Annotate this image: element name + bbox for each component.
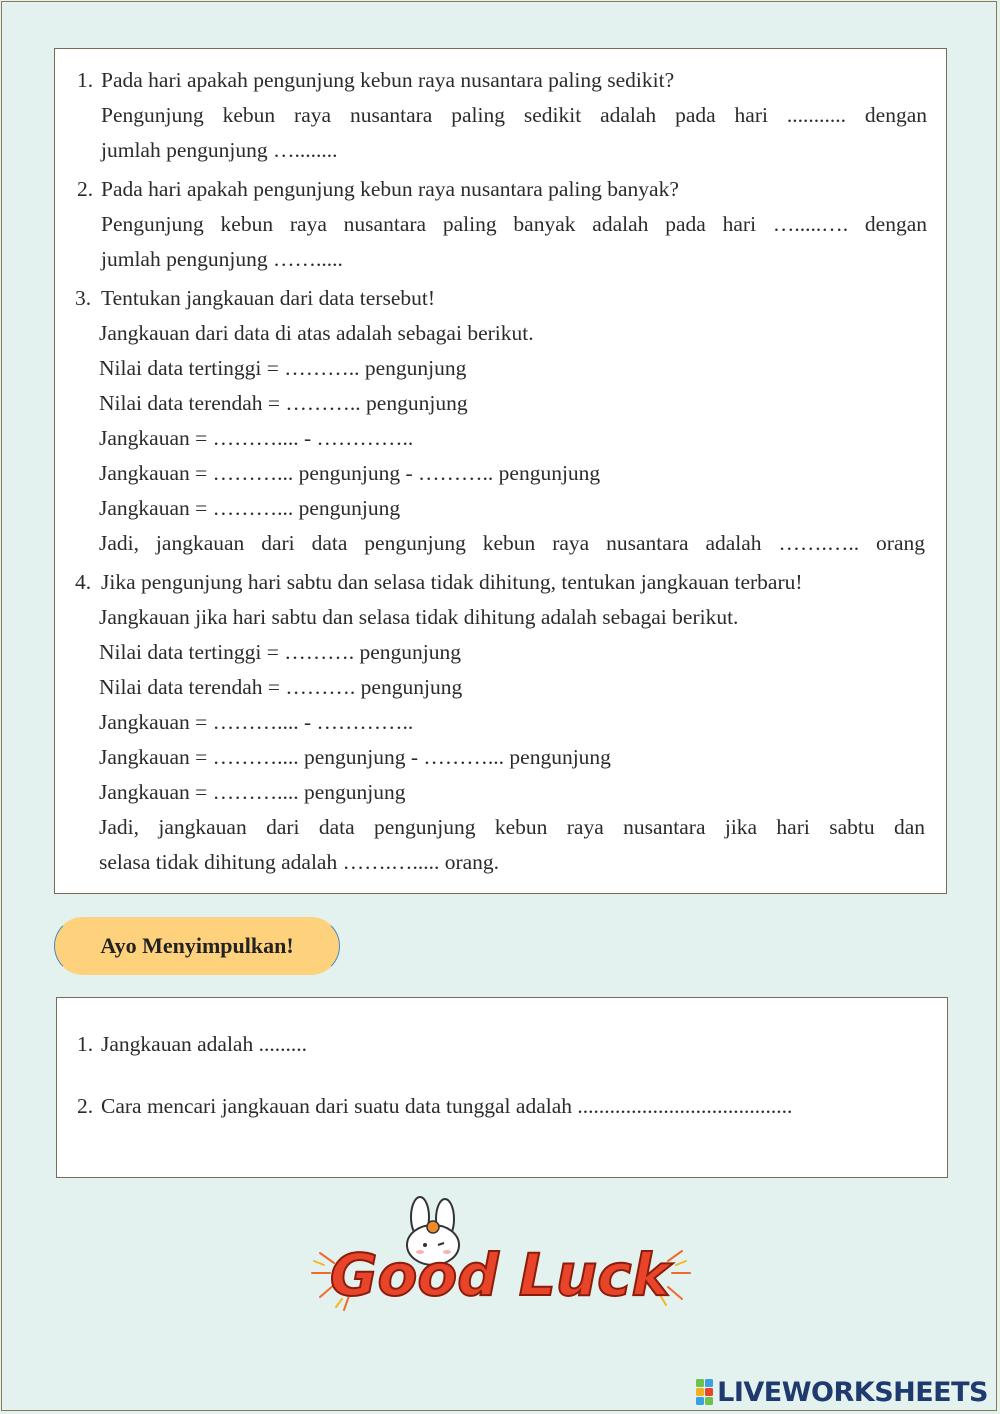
question-prompt: Tentukan jangkauan dari data tersebut! xyxy=(101,286,435,310)
work-line: Jadi, jangkauan dari data pengunjung kebun raya nusantara adalah …….….. orang xyxy=(99,531,925,555)
work-line: Jangkauan dari data di atas adalah sebagai berikut. xyxy=(99,321,534,345)
item-number: 2. xyxy=(77,1094,94,1118)
conclusion-box xyxy=(56,997,948,1178)
good-luck-illustration xyxy=(300,1195,700,1325)
answer-line: jumlah pengunjung …........ xyxy=(101,138,338,162)
brand-text: LIVEWORKSHEETS xyxy=(717,1376,988,1408)
work-line: Jangkauan = ……….... pengunjung xyxy=(99,780,406,804)
conclude-title: Ayo Menyimpulkan! xyxy=(100,933,294,958)
item-text: Jangkauan adalah ......... xyxy=(101,1032,307,1056)
answer-line: jumlah pengunjung ……..... xyxy=(101,247,343,271)
question-prompt: Pada hari apakah pengunjung kebun raya nusantara paling banyak? xyxy=(101,177,679,201)
work-line: Nilai data tertinggi = ………. pengunjung xyxy=(99,640,462,664)
question-number: 4. xyxy=(75,570,92,594)
work-line: Nilai data terendah = ………. pengunjung xyxy=(99,675,463,699)
conclusion-line: Jadi, jangkauan dari data pengunjung kebun raya nusantara jika hari sabtu dan xyxy=(99,815,925,839)
work-line: Jangkauan = ………... pengunjung - ……….. pengunjung xyxy=(99,461,601,485)
conclude-title-badge xyxy=(54,917,340,975)
conclusion-line: selasa tidak dihitung adalah …….…..... orang. xyxy=(99,850,500,874)
work-line: Jangkauan = ………... pengunjung xyxy=(99,496,401,520)
item-number: 1. xyxy=(77,1032,94,1056)
question-prompt: Pada hari apakah pengunjung kebun raya nusantara paling sedikit? xyxy=(101,68,675,92)
questions-box xyxy=(54,48,947,894)
work-line: Nilai data tertinggi = ……….. pengunjung xyxy=(99,356,467,380)
question-number: 2. xyxy=(77,177,94,201)
answer-line: Pengunjung kebun raya nusantara paling banyak adalah pada hari ….....…. dengan xyxy=(101,212,927,236)
work-line: Jangkauan = ……….... - ………….. xyxy=(99,426,414,450)
question-number: 3. xyxy=(75,286,92,310)
item-text: Cara mencari jangkauan dari suatu data tunggal adalah ........................................ xyxy=(101,1094,793,1118)
liveworksheets-logo-icon xyxy=(696,1379,713,1405)
work-line: Nilai data terendah = ……….. pengunjung xyxy=(99,391,468,415)
question-prompt: Jika pengunjung hari sabtu dan selasa tidak dihitung, tentukan jangkauan terbaru! xyxy=(101,570,803,594)
work-line: Jangkauan = ……….... - ………….. xyxy=(99,710,414,734)
work-line: Jangkauan = ……….... pengunjung - ………... pengunjung xyxy=(99,745,611,769)
liveworksheets-brand xyxy=(696,1378,988,1406)
good-luck-text: Good Luck xyxy=(329,1241,671,1309)
answer-line: Pengunjung kebun raya nusantara paling sedikit adalah pada hari ........... dengan xyxy=(101,103,927,127)
work-line: Jangkauan jika hari sabtu dan selasa tidak dihitung adalah sebagai berikut. xyxy=(99,605,739,629)
question-number: 1. xyxy=(77,68,94,92)
